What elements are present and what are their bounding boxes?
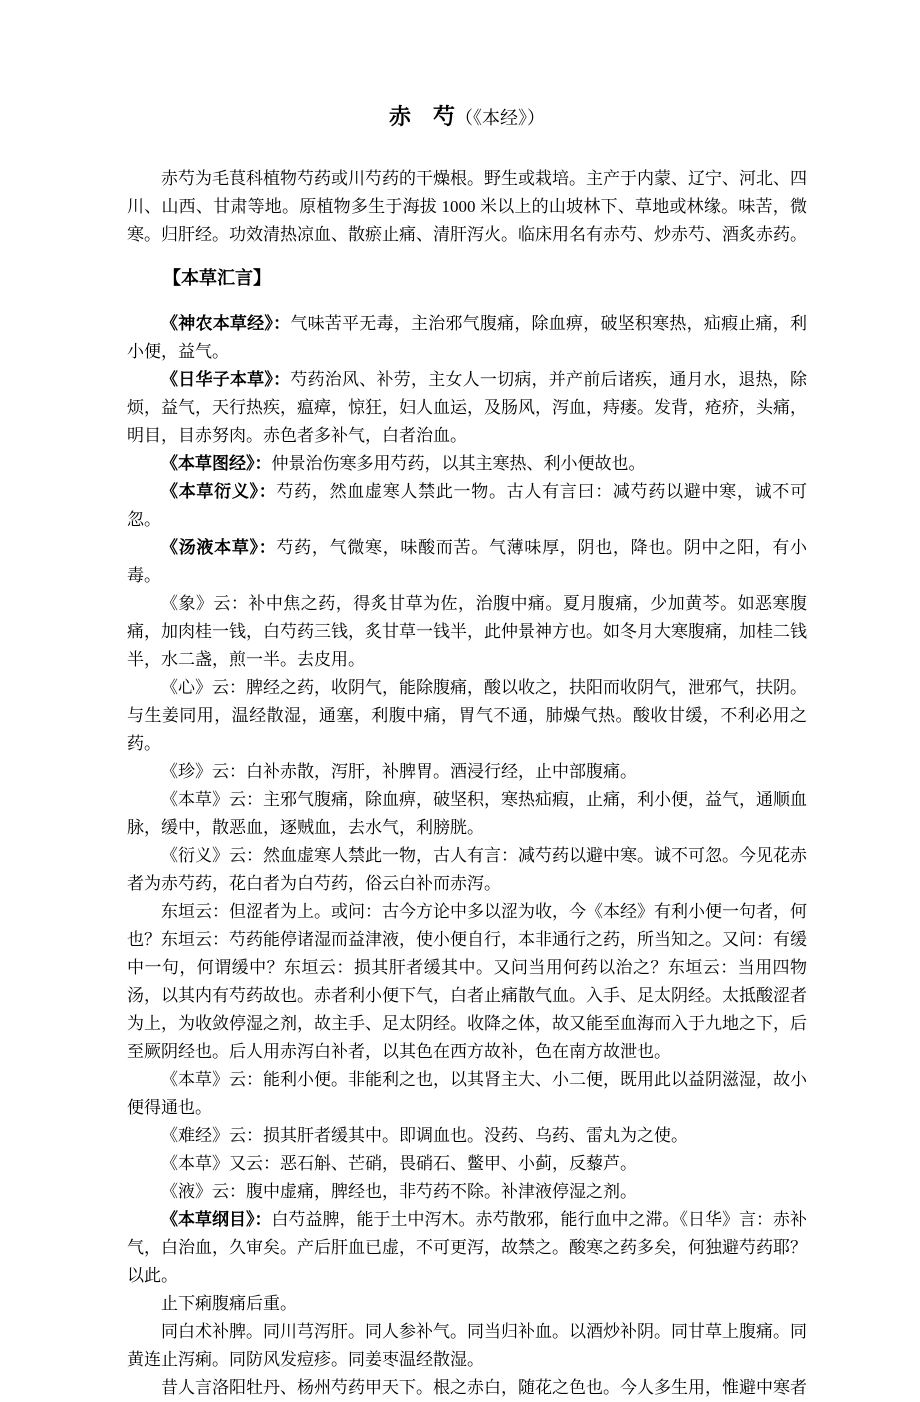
entry-text: 《心》云：脾经之药，收阴气，能除腹痛，酸以收之，扶阳而收阴气，泄邪气，扶阴。与生姜同用，温经散湿，通塞，利腹中痛，胃气不通，肺燥气热。酸收甘缓，不利必用之药。	[127, 678, 807, 753]
entry-paragraph	[127, 366, 807, 450]
page-title	[127, 102, 807, 133]
entry-paragraph	[127, 1122, 807, 1150]
entry-paragraph	[127, 590, 807, 674]
entry-text: 芍药治风、补劳，主女人一切病，并产前后诸疾，通月水，退热，除烦，益气，天行热疾，瘟瘴，惊狂，妇人血运，及肠风，泻血，痔瘘。发背，疮疥，头痛，明目，目赤努肉。赤色者多补气，白者治血。	[127, 370, 808, 445]
book-title-lead: 《本草衍义》：	[161, 482, 277, 501]
entry-text: 气味苦平无毒，主治邪气腹痛，除血痹，破坚积寒热，疝瘕止痛，利小便，益气。	[127, 314, 808, 361]
entry-text: 《液》云：腹中虚痛，脾经也，非芍药不除。补津液停湿之剂。	[161, 1182, 637, 1201]
book-title-lead: 《日华子本草》：	[161, 370, 291, 389]
entry-text: 《本草》又云：恶石斛、芒硝，畏硝石、鳖甲、小蓟，反藜芦。	[161, 1154, 637, 1173]
herb-name: 赤 芍	[388, 104, 455, 129]
entry-text: 芍药，然血虚寒人禁此一物。古人有言曰：减芍药以避中寒，诚不可忽。	[127, 482, 808, 529]
entry-text: 《本草》云：能利小便。非能利之也，以其肾主大、小二便，既用此以益阴滋湿，故小便得通也。	[127, 1070, 807, 1117]
entry-text: 《象》云：补中焦之药，得炙甘草为佐，治腹中痛。夏月腹痛，少加黄芩。如恶寒腹痛，加肉桂一钱，白芍药三钱，炙甘草一钱半，此仲景神方也。如冬月大寒腹痛，加桂二钱半，水二盏，煎一半。去皮用。	[127, 594, 807, 669]
intro-paragraph: 赤芍为毛茛科植物芍药或川芍药的干燥根。野生或栽培。主产于内蒙、辽宁、河北、四川、山西、甘肃等地。原植物多生于海拔 1000 米以上的山坡林下、草地或林缘。味苦，微寒。归肝经。功效清热凉血、散瘀止痛、清肝泻火。临床用名有赤芍、炒赤芍、酒炙赤药。	[127, 169, 807, 244]
section-heading: 【本草汇言】	[163, 268, 271, 288]
source-citation: （《本经》）	[455, 108, 545, 128]
entry-text: 《衍义》云：然血虚寒人禁此一物，古人有言：减芍药以避中寒。诚不可忽。今见花赤者为赤芍药，花白者为白芍药，俗云白补而赤泻。	[127, 846, 807, 893]
entry-paragraph	[127, 1290, 807, 1318]
entry-paragraph	[127, 1150, 807, 1178]
book-title-lead: 《本草纲目》：	[161, 1210, 272, 1229]
entry-paragraph	[127, 786, 807, 842]
entry-text: 止下痢腹痛后重。	[161, 1294, 297, 1313]
entry-text: 东垣云：但涩者为上。或问：古今方论中多以涩为收，今《本经》有利小便一句者，何也？东垣云：芍药能停诸湿而益津液，使小便自行，本非通行之药，所当知之。又问：有缓中一句，何谓缓中？东垣云：损其肝者缓其中。又问当用何药以治之？东垣云：当用四物汤，以其内有芍药故也。赤者利小便下气，白者止痛散气血。入手、足太阴经。太抵酸涩者为上，为收敛停湿之剂，故主手、足太阴经。收降之体，故又能至血海而入于九地之下，后至厥阴经也。后人用赤泻白补者，以其色在西方故补，色在南方故泄也。	[127, 902, 807, 1061]
entry-paragraph	[127, 1066, 807, 1122]
entry-text: 仲景治伤寒多用芍药，以其主寒热、利小便故也。	[271, 454, 646, 473]
entry-text: 《难经》云：损其肝者缓其中。即调血也。没药、乌药、雷丸为之使。	[161, 1126, 688, 1145]
entry-paragraph	[127, 310, 807, 366]
entry-paragraph	[127, 1318, 807, 1374]
entry-paragraph	[127, 758, 807, 786]
entry-text: 芍药，气微寒，味酸而苦。气薄味厚，阴也，降也。阴中之阳，有小毒。	[127, 538, 808, 585]
entry-text: 同白术补脾。同川芎泻肝。同人参补气。同当归补血。以酒炒补阴。同甘草上腹痛。同黄连止泻痢。同防风发痘疹。同姜枣温经散湿。	[127, 1322, 807, 1369]
entry-paragraph	[127, 450, 807, 478]
entry-text: 白芍益脾，能于土中泻木。赤芍散邪，能行血中之滞。《日华》言：赤补气，白治血，久审矣。产后肝血已虚，不可更泻，故禁之。酸寒之药多矣，何独避芍药耶？以此。	[127, 1210, 807, 1285]
entry-text: 《珍》云：白补赤散，泻肝，补脾胃。酒浸行经，止中部腹痛。	[161, 762, 637, 781]
entry-paragraph	[127, 1374, 807, 1402]
book-title-lead: 《汤液本草》：	[161, 538, 277, 557]
entry-paragraph	[127, 1206, 807, 1290]
entry-paragraph	[127, 478, 807, 534]
book-title-lead: 《神农本草经》：	[161, 314, 291, 333]
entry-paragraph	[127, 534, 807, 590]
entry-paragraph	[127, 898, 807, 1066]
entry-paragraph	[127, 674, 807, 758]
entry-text: 昔人言洛阳牡丹、杨州芍药甲天下。根之赤白，随花之色也。今人多生用，惟避中寒者	[161, 1378, 807, 1397]
entry-paragraph	[127, 1178, 807, 1206]
text-content	[127, 102, 807, 1402]
entry-paragraph	[127, 842, 807, 898]
entry-text: 《本草》云：主邪气腹痛，除血痹，破坚积，寒热疝瘕，止痛，利小便，益气，通顺血脉，缓中，散恶血，逐贼血，去水气，利膀胱。	[127, 790, 807, 837]
book-title-lead: 《本草图经》：	[161, 454, 272, 473]
